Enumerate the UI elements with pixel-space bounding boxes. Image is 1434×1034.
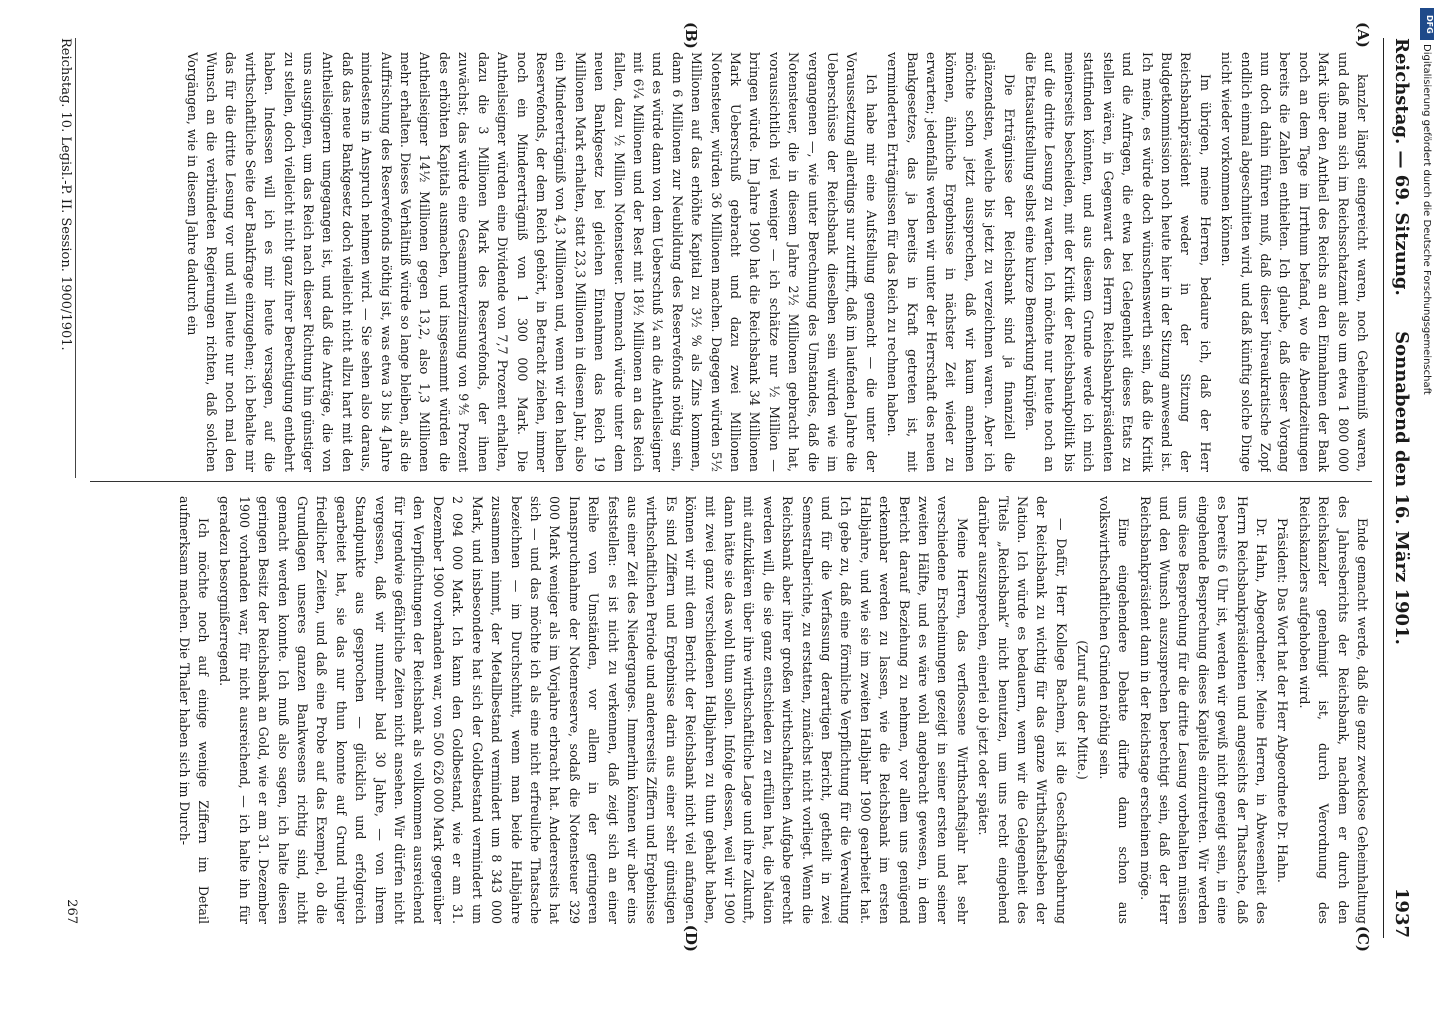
paragraph: (Zuruf aus der Mitte.) xyxy=(1075,640,1091,780)
header-column-number: 1937 xyxy=(1391,887,1412,938)
paragraph: Eine eingehendere Debatte dürfte dann schon aus volkswirthschaftlichen Gründen nöthig sein. xyxy=(1096,496,1132,924)
paragraph: Präsident: Das Wort hat der Herr Abgeordnete Dr. Hahn. xyxy=(1275,518,1291,883)
page-number: 267 xyxy=(64,899,79,924)
paragraph: — Dafür, Herr Kollege Bachem, ist die Geschäftsgebahrung der Reichsbank zu wichtig für das ganze Wirthschaftsleben der Nation. Ich würde es bedauern, wenn wir die Gelegenheit des Titels „Reichsbank“ nicht benutzen, um uns recht eingehend darüber auszusprechen, einerlei ob jetzt oder später. xyxy=(976,496,1069,924)
paragraph: Im übrigen, meine Herren, bedaure ich, daß der Herr Reichsbankpräsident weder in der Sitzung der Budgetkommission noch heute hier in der Sitzung anwesend ist. Ich meine, es würde doch wünschenswerth sein, daß die Kritik und die Anfragen, die etwa bei Gelegenheit dieses Etats zu stellen wären, in Gegenwart des Herrn Reichsbankpräsidenten stattfinden könnten, und aus diesem Grunde werde ich mich meinerseits bescheiden, mit der Kritik der Reichsbankpolitik bis auf die dritte Lesung zu warten. Ich möchte nur heute noch an die Etatsaufstellung selbst eine kurze Bemerkung knüpfen. xyxy=(1023,52,1213,472)
header-left: Reichstag. — 69. Sitzung. xyxy=(1391,38,1412,296)
footer: Reichstag. 10. Legisl.-P. II. Session. 1900/1901. xyxy=(58,38,76,478)
paragraph: Dr. Hahn, Abgeordneter: Meine Herren, in Abwesenheit des Herrn Reichsbankpräsidenten und angesichts der Thatsache, daß es bereits 6 Uhr ist, werden wir gewiß nicht geneigt sein, in eine eingehende Besprechung dieses Kapitels einzutreten. Wir werden uns diese Besprechung für die dritte Lesung vorbehalten müssen und den Wunsch auszusprechen berechtigt sein, daß der Herr Reichsbankpräsident dann in der Reichstage erscheinen möge. xyxy=(1137,496,1269,924)
marker-a: (A) xyxy=(1354,22,1372,48)
running-header xyxy=(1383,38,1414,938)
marker-c: (C) xyxy=(1354,925,1372,952)
marker-d: (D) xyxy=(682,924,700,952)
dfg-logo: DFG xyxy=(1420,8,1434,40)
page-sheet xyxy=(50,18,1420,958)
paragraph: Die Erträgnisse der Reichsbank sind ja finanziell die glänzendsten, welche bis jetzt zu verzeichnen waren. Aber ich möchte schon jetzt aussprechen, daß wir kaum annehmen können, ähnliche Ergebnisse in nächster Zeit wieder zu erwarten; jedenfalls werden wir unter der Herrschaft des neuen Bankgesetzes, das ja bereits in Kraft getreten ist, mit verminderten Erträgnissen für das Reich zu rechnen haben. xyxy=(885,52,1017,472)
paragraph: Ich möchte noch auf einige wenige Ziffern im Detail aufmerksam machen. Die Thaler haben sich im Durch- xyxy=(176,496,212,924)
digitization-note xyxy=(1418,44,1432,1034)
paragraph: Meine Herren, das verflossene Wirthschaftsjahr hat sehr verschiedene Erscheinungen gezeigt in seiner ersten und seiner zweiten Hälfte, und es wäre wohl angebracht gewesen, in dem Bericht darauf Beziehung zu nehmen, vor allem uns genügend erkennbar werden zu lassen, wie die Reichsbank im ersten Halbjahre, und wie sie im zweiten Halbjahr 1900 gearbeitet hat. Ich gebe zu, daß eine förmliche Verpflichtung für die Verwaltung und für die Verfassung derartigen Bericht, getheilt in zwei Semestralberichte, zu erstatten, zunächst nicht vorliegt. Wenn die Reichsbank aber ihrer großen wirthschaftlichen Aufgabe gerecht werden will, die sie ganz entschieden zu erfüllen hat, die Nation mit aufzuklären über ihre wirthschaftliche Lage und ihre Zukunft, dann hätte sie das wohl thun sollen. Infolge dessen, weil wir 1900 mit zwei ganz verschiedenen Halbjahren zu thun gehabt haben, können wir mit dem Bericht der Reichsbank nicht viel anfangen. Es sind Ziffern und Ergebnisse darin aus einer sehr günstigen wirthschaftlichen Periode und andererseits Ziffern und Ergebnisse aus einer Zeit des Niederganges. Immerhin können wir aber eins feststellen: es ist nicht zu verkennen, daß zeigt sich an einer Reihe von Umständen, vor allem in der geringeren Inanspruchnahme der Notenreserve, sodaß die Notensteuer 329 000 Mark weniger als im Vorjahre erbracht hat. Andererseits hat sich — und das möchte ich als eine nicht erfreuliche Thatsache bezeichnen — im Durchschnitt, wenn man beide Halbjahre zusammen nimmt, der Metallbestand vermindert um 8 343 000 Mark, und insbesondere hat sich der Goldbestand vermindert um 2 094 000 Mark. Ich kann den Goldbestand, wie er am 31. Dezember 1900 vorhanden war, von 500 626 000 Mark gegenüber den Verpflichtungen der Reichsbank als vollkommen ausreichend für irgendwie gefährliche Zeiten nicht ansehen. Wir dürfen nicht vergessen, daß wir nunmehr bald 30 Jahre, — von ihrem Standpunkte aus gesprochen — glücklich und erfolgreich gearbeitet hat, sie das nur thun konnte auf Grund ruhiger friedlicher Zeiten, und daß eine Probe auf das Exempel, ob die Grundlagen unseres ganzen Bankwesens richtig sind, nicht gemacht werden konnte. Ich muß also sagen, ich halte diesen geringen Besitz der Reichsbank an Gold, wie er am 31. Dezember 1900 vorhanden war, für nicht ausreichend, — ich halte ihn für geradezu besorgnißerregend. xyxy=(217,496,970,924)
marker-b: (B) xyxy=(682,22,700,49)
paragraph: Ich habe mir eine Aufstellung gemacht — die unter der Voraussetzung allerdings nur zutrifft, daß im laufenden Jahre die Ueberschüsse der Reichsbank dieselben sein würden wie im vergangenen —, wie unter Berechnung des Umstandes, daß die Notensteuer, die in diesem Jahre 2½ Millionen gebracht hat, voraussichtlich viel weniger — ich schätze nur ½ Million — bringen würde. Im Jahre 1900 hat die Reichsbank 34 Millionen Mark Ueberschuß gebracht und dazu zwei Millionen Notensteuer, würden 36 Millionen machen. Dagegen würden 5½ Millionen auf das erhöhte Kapital zu 3½ % als Zins kommen, dann 6 Millionen zur Neubildung des Reservefonds nöthig sein, und es würde dann von dem Ueberschuß ¼ an die Antheilseigner mit 6¼ Millionen und der Rest mit 18½ Millionen an das Reich fallen, dazu ½ Million Notensteuer. Demnach würde unter dem neuen Bankgesetz bei gleichen Einnahmen das Reich 19 Millionen Mark erhalten, statt 23,3 Millionen in diesem Jahr, also ein Mindererträgniß von 4,3 Millionen und, wenn wir den halben Reservefonds, der dem Reich gehört, in Betracht ziehen, immer noch ein Mindererträgniß von 1 300 000 Mark. Die Antheilseigner würden eine Dividende von 7,7 Prozent erhalten, dazu die 3 Millionen Mark des Reservefonds, der ihnen zuwächst; das würde eine Gesammtverzinsung von 9⅘ Prozent des erhöhten Kapitals ausmachen, und insgesammt würden die Antheilseigner 14½ Millionen gegen 13,2, also 1,3 Millionen mehr erhalten. Dieses Verhältniß würde so lange bleiben, als die Auffrischung des Reservefonds nöthig ist, was etwa 3 bis 4 Jahre mindestens in Anspruch nehmen wird. — Sie sehen also daraus, daß das neue Bankgesetz doch vielleicht nicht allzu hart mit den Antheilseignern umgegangen ist, und daß die Anträge, die von uns ausgingen, um das Reich nach dieser Richtung hin günstiger zu stellen, doch vielleicht nicht ganz ihrer Berechtigung entbehrt haben. Indessen will ich es mir heute versagen, auf die wirthschaftliche Seite der Bankfrage einzugehen; ich behalte mir das für die dritte Lesung vor und will heute nur noch mal den Wunsch an die verbündeten Regierungen richten, daß solchen Vorgängen, wie in diesem Jahre dadurch ein xyxy=(184,52,879,472)
left-column xyxy=(90,52,1372,472)
right-column xyxy=(90,496,1372,924)
column-divider xyxy=(90,481,1372,482)
paragraph: kanzler längst eingereicht waren, noch Geheimniß waren, und daß man sich im Reichsschatzamt also um etwa 1 800 000 Mark über den Antheil des Reichs an den Einnahmen der Bank noch an dem Tage im Irrthum befand, wo die Abendzeitungen bereits die Zahlen enthielten. Ich glaube, daß dieser Vorgang nun doch dahin führen muß, daß dieser büreaukratische Zopf endlich einmal abgeschnitten wird, und daß künftig solche Dinge nicht wieder vorkommen können. xyxy=(1219,52,1370,472)
paragraph: Ende gemacht werde, daß die ganz zwecklose Geheimhaltung des Jahresberichts der Reichsbank, nachdem er durch den Reichskanzler genehmigt ist, durch Verordnung des Reichskanzlers aufgehoben wird. xyxy=(1296,496,1370,924)
header-date: Sonnabend den 16. März 1901. xyxy=(1391,331,1412,645)
scanned-page xyxy=(50,18,1420,958)
digitization-note-text: Digitalisierung gefördert durch die Deutsche Forschungsgemeinschaft xyxy=(1421,44,1432,395)
